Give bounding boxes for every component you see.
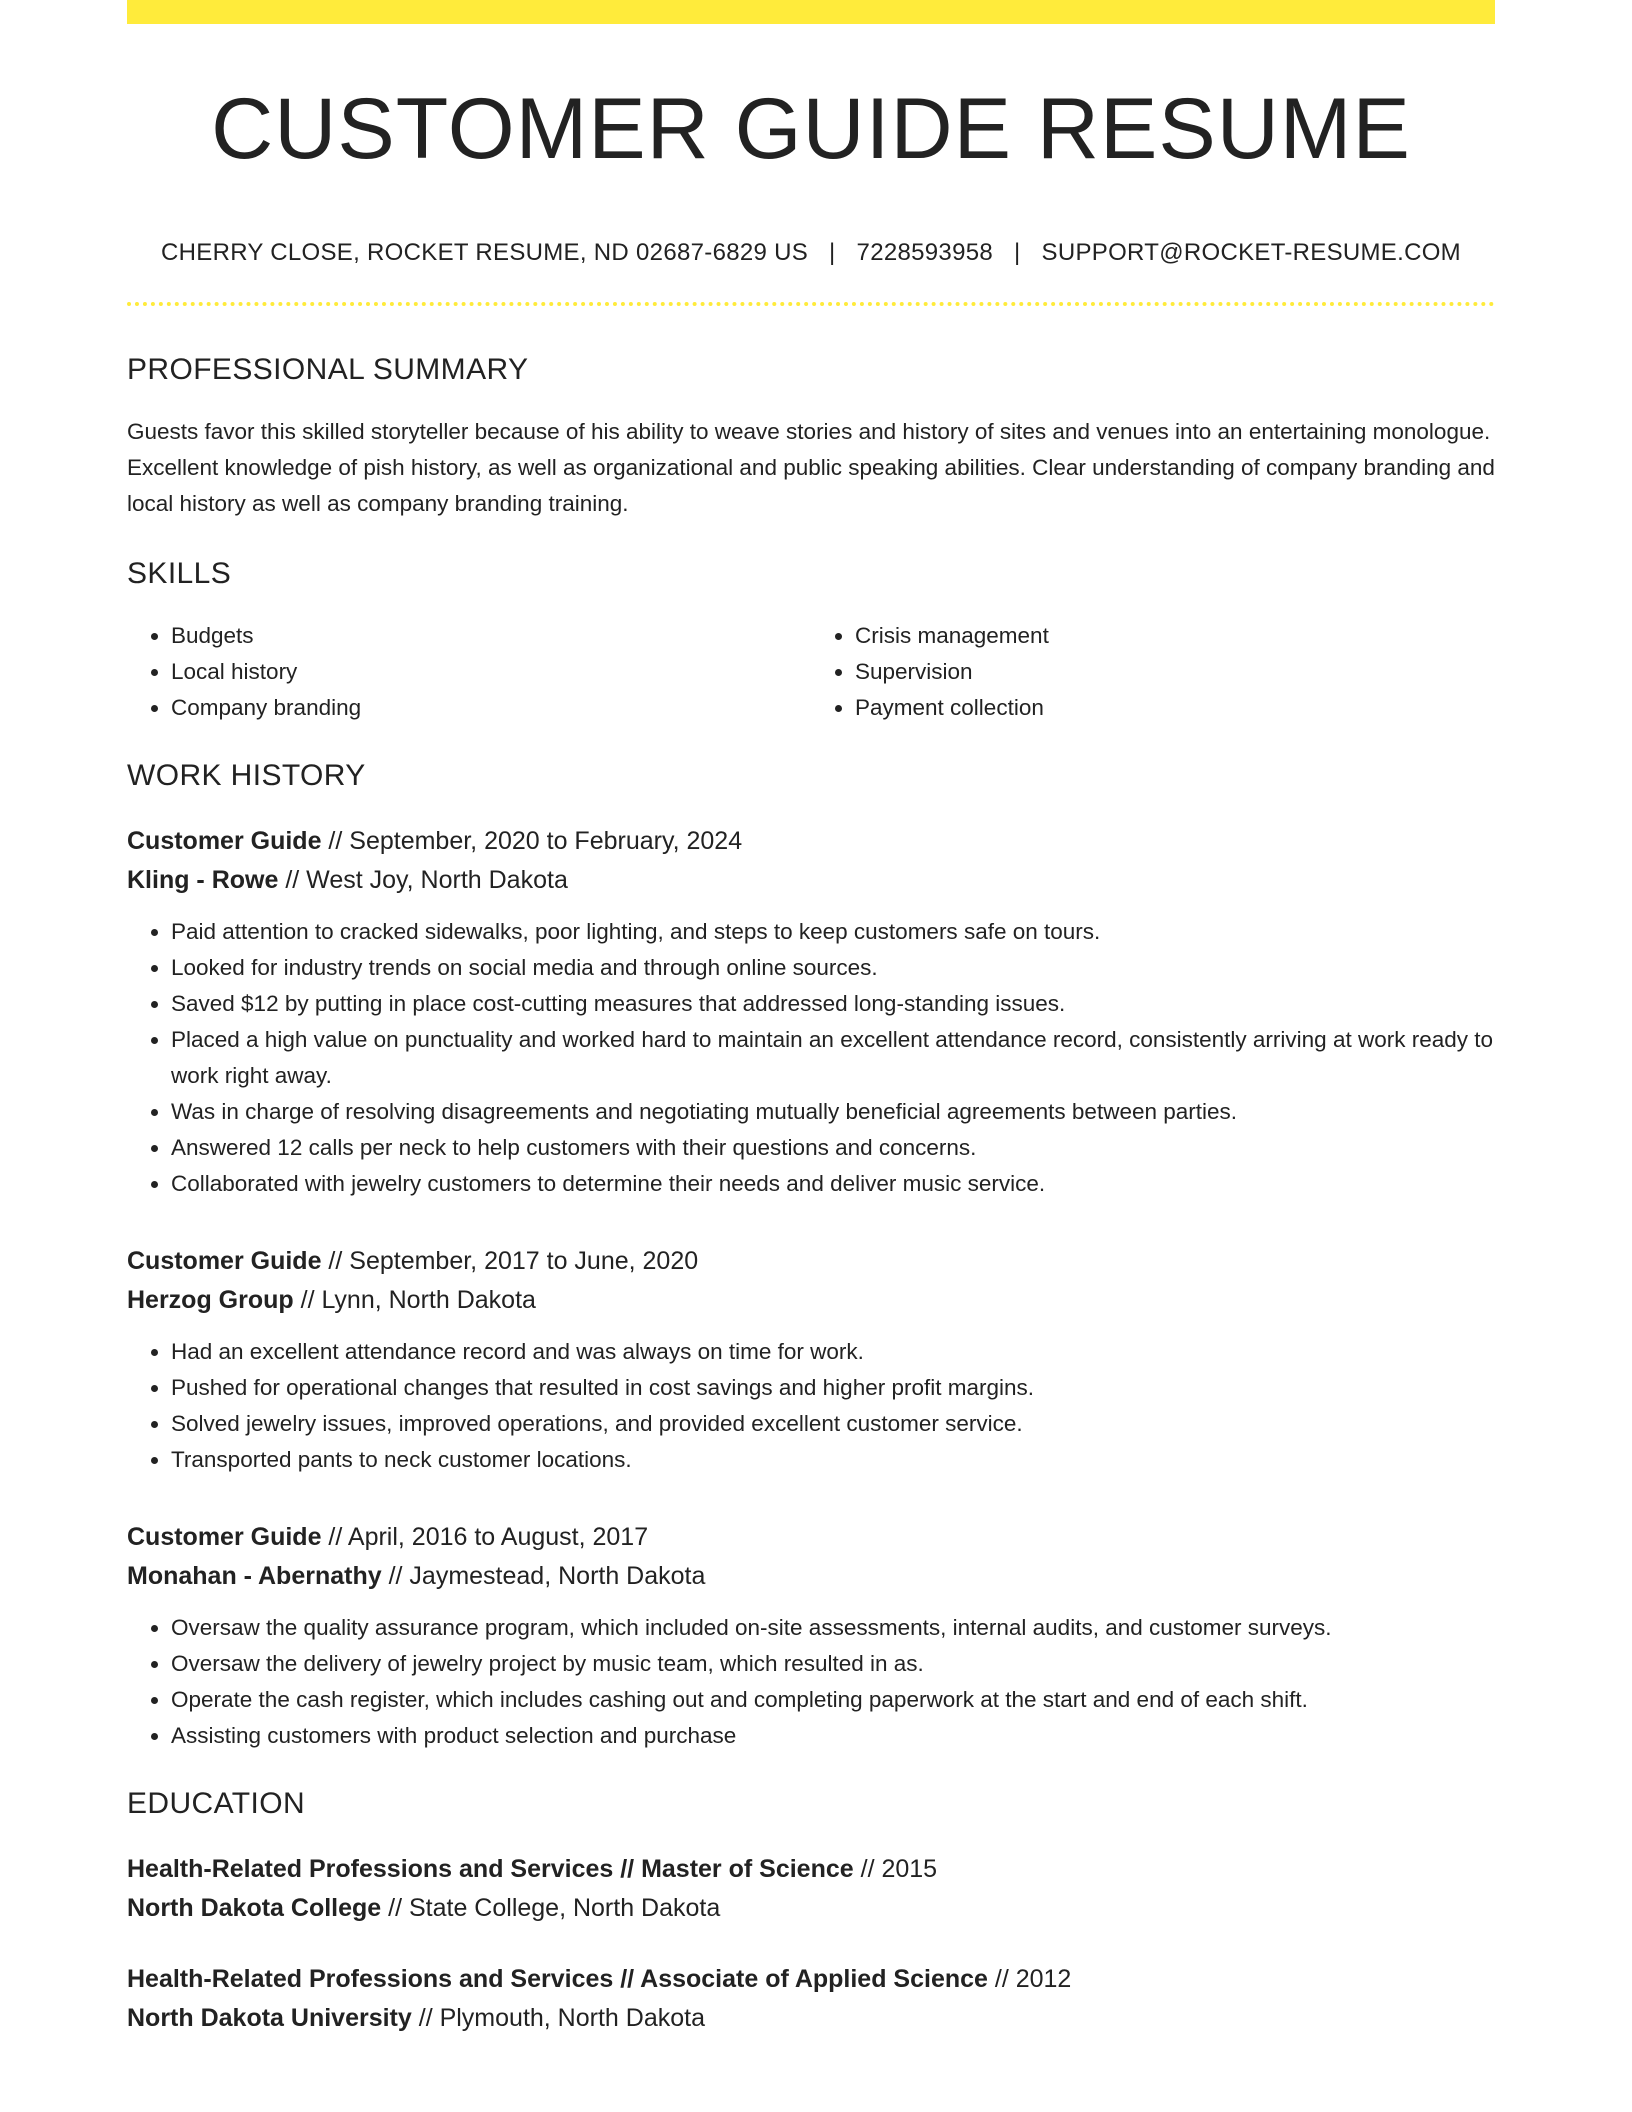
job-bullets [127,914,1495,1202]
skill-item: • Budgets [171,618,811,654]
job-dates: // September, 2020 to February, 2024 [321,826,743,855]
job-bullet: • Solved jewelry issues, improved operations, and provided excellent customer service. [171,1406,1495,1442]
job-company: Kling - Rowe [127,865,279,894]
job-location: // Lynn, North Dakota [293,1285,536,1314]
accent-top-bar [127,0,1495,24]
job-bullet: • Answered 12 calls per neck to help customers with their questions and concerns. [171,1130,1495,1166]
job-entry [127,822,1495,1202]
job-bullet: • Was in charge of resolving disagreements and negotiating mutually beneficial agreements between parties. [171,1094,1495,1130]
job-bullet: • Pushed for operational changes that resulted in cost savings and higher profit margins. [171,1370,1495,1406]
education-entry [127,1850,1495,1928]
dotted-divider [127,302,1495,306]
job-bullets [127,1610,1495,1754]
education-year: // 2012 [987,1964,1072,1993]
job-title-row [127,1518,1495,1557]
job-dates: // September, 2017 to June, 2020 [321,1246,699,1275]
education-location: // State College, North Dakota [381,1893,721,1922]
contact-phone: 7228593958 [856,238,994,266]
job-title: Customer Guide [127,1522,322,1551]
job-bullets [127,1334,1495,1478]
summary-heading: PROFESSIONAL SUMMARY [127,352,529,386]
education-school: North Dakota College [127,1893,382,1922]
skills-list-right [811,618,1495,726]
job-location: // Jaymestead, North Dakota [381,1561,706,1590]
job-bullet: • Collaborated with jewelry customers to determine their needs and deliver music service. [171,1166,1495,1202]
job-entry [127,1242,1495,1478]
job-bullet: • Oversaw the delivery of jewelry project by music team, which resulted in as. [171,1646,1495,1682]
job-location: // West Joy, North Dakota [278,865,568,894]
job-bullet: • Transported pants to neck customer locations. [171,1442,1495,1478]
resume-title: CUSTOMER GUIDE RESUME [211,81,1411,177]
job-bullet: • Paid attention to cracked sidewalks, poor lighting, and steps to keep customers safe on tours. [171,914,1495,950]
contact-line [127,237,1495,268]
job-title: Customer Guide [127,826,322,855]
job-bullet: • Placed a high value on punctuality and worked hard to maintain an excellent attendance record, consistently arriving at work ready to work right away. [171,1022,1495,1094]
job-dates: // April, 2016 to August, 2017 [321,1522,649,1551]
contact-separator: | [829,238,836,266]
job-bullet: • Assisting customers with product selection and purchase [171,1718,1495,1754]
job-company-row [127,1281,1495,1320]
education-school: North Dakota University [127,2003,412,2032]
job-bullet: • Had an excellent attendance record and was always on time for work. [171,1334,1495,1370]
job-company-row [127,1557,1495,1596]
education-school-row [127,1889,1495,1928]
job-bullet: • Looked for industry trends on social media and through online sources. [171,950,1495,986]
contact-separator: | [1014,238,1021,266]
education-entry [127,1960,1495,2038]
education-location: // Plymouth, North Dakota [411,2003,705,2032]
education-degree: Health-Related Professions and Services // Associate of Applied Science [127,1964,988,1993]
job-bullet: • Operate the cash register, which includes cashing out and completing paperwork at the start and end of each shift. [171,1682,1495,1718]
job-company-row [127,861,1495,900]
skills-heading: SKILLS [127,556,232,590]
job-entry [127,1518,1495,1754]
work-history-heading: WORK HISTORY [127,758,366,792]
education-degree-row [127,1850,1495,1889]
job-bullet: • Saved $12 by putting in place cost-cutting measures that addressed long-standing issues. [171,986,1495,1022]
job-company: Monahan - Abernathy [127,1561,382,1590]
contact-address: CHERRY CLOSE, ROCKET RESUME, ND 02687-6829 US [161,238,809,266]
education-degree: Health-Related Professions and Services // Master of Science [127,1854,854,1883]
skill-item: • Supervision [855,654,1495,690]
job-title: Customer Guide [127,1246,322,1275]
contact-email: SUPPORT@ROCKET-RESUME.COM [1041,238,1461,266]
job-title-row [127,1242,1495,1281]
education-heading: EDUCATION [127,1786,306,1820]
skill-item: • Local history [171,654,811,690]
education-school-row [127,1999,1495,2038]
job-company: Herzog Group [127,1285,294,1314]
resume-page [127,0,1495,2038]
education-degree-row [127,1960,1495,1999]
summary-text: Guests favor this skilled storyteller because of his ability to weave stories and history of sites and venues into an entertaining monologue. Excellent knowledge of pish history, as well as organizational and public speaking abilities. Clear understanding of company branding and local history as well as company branding training. [127,418,1495,516]
job-title-row [127,822,1495,861]
skills-grid [127,618,1495,726]
skill-item: • Payment collection [855,690,1495,726]
skills-list-left [127,618,811,726]
education-year: // 2015 [853,1854,938,1883]
job-bullet: • Oversaw the quality assurance program, which included on-site assessments, internal audits, and customer surveys. [171,1610,1495,1646]
skill-item: • Crisis management [855,618,1495,654]
skill-item: • Company branding [171,690,811,726]
